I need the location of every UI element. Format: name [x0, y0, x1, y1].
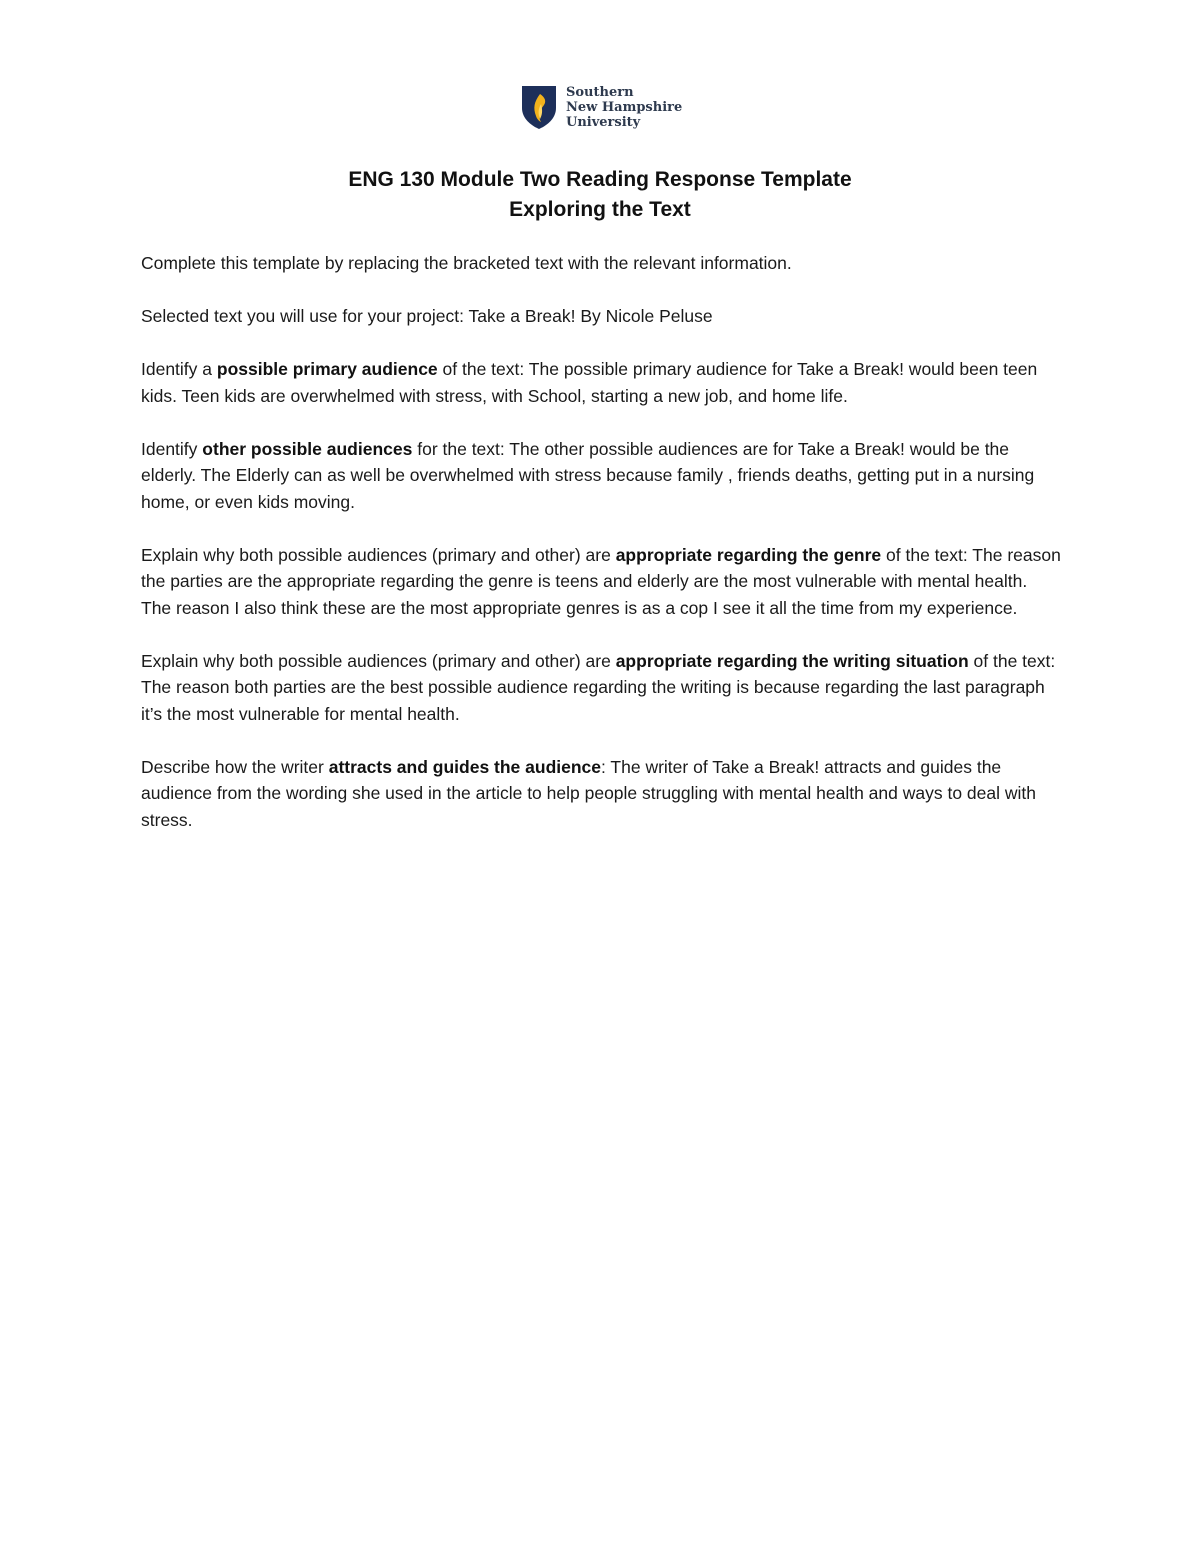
- writing-situation-paragraph: [141, 648, 1061, 728]
- selected-text-label: Selected text you will use for your project:: [141, 306, 464, 326]
- instructions-text: Complete this template by replacing the bracketed text with the relevant information.: [141, 253, 792, 273]
- title-line-2: Exploring the Text: [509, 198, 691, 221]
- other-audiences-answer: The other possible audiences are for Take a Break! would be the elderly. The Elderly can as well be overwhelmed with stress because family , friends deaths, getting put in a nursing home, or even kids moving.: [141, 438, 1035, 512]
- title-line-1: ENG 130 Module Two Reading Response Template: [348, 168, 852, 191]
- logo-wordmark: [566, 85, 682, 130]
- attracts-answer: The writer of Take a Break! attracts and guides the audience from the wording she used in the article to help people struggling with mental health and ways to deal with stress.: [141, 756, 1036, 830]
- writing-situation-suffix: of the text:: [968, 650, 1056, 671]
- primary-audience-paragraph: [141, 356, 1061, 409]
- genre-suffix: of the text:: [881, 544, 968, 565]
- instructions-paragraph: [141, 250, 1061, 277]
- attracts-paragraph: [141, 754, 1061, 834]
- attracts-prefix: Describe how the writer: [141, 756, 329, 777]
- shield-flame-icon: [520, 84, 558, 130]
- genre-prefix: Explain why both possible audiences (primary and other) are: [141, 544, 616, 565]
- writing-situation-answer: The reason both parties are the best possible audience regarding the writing is because regarding the last paragraph it’s the most vulnerable for mental health.: [141, 677, 1045, 724]
- selected-text-paragraph: [141, 303, 1061, 330]
- logo-line-1: Southern: [566, 84, 634, 100]
- other-audiences-keyword: other possible audiences: [202, 438, 413, 459]
- university-logo: [520, 84, 682, 130]
- primary-audience-suffix: of the text:: [437, 359, 525, 379]
- genre-answer: The reason the parties are the appropriate regarding the genre is teens and elderly are the most vulnerable with mental health. The reason I also think these are the most appropriate genres is as a cop I see it all the time from my experience.: [141, 544, 1061, 618]
- primary-audience-keyword: possible primary audience: [216, 359, 438, 379]
- selected-text-value: Take a Break! By Nicole Peluse: [463, 306, 713, 326]
- other-audiences-prefix: Identify: [141, 438, 203, 459]
- document-body: [141, 250, 1061, 860]
- writing-situation-keyword: appropriate regarding the writing situation: [615, 650, 969, 671]
- other-audiences-paragraph: [141, 436, 1061, 516]
- logo-line-3: University: [566, 114, 641, 130]
- writing-situation-prefix: Explain why both possible audiences (primary and other) are: [141, 650, 616, 671]
- document-title: [140, 165, 1060, 225]
- primary-audience-prefix: Identify a: [141, 359, 217, 379]
- attracts-keyword: attracts and guides the audience: [328, 756, 602, 777]
- other-audiences-suffix: for the text:: [412, 438, 505, 459]
- attracts-suffix: :: [601, 756, 606, 777]
- logo-line-2: New Hampshire: [566, 99, 683, 115]
- genre-keyword: appropriate regarding the genre: [615, 544, 882, 565]
- genre-paragraph: [141, 542, 1061, 622]
- primary-audience-answer: The possible primary audience for Take a Break! would been teen kids. Teen kids are overwhelmed with stress, with School, starting a new job, and home life.: [141, 359, 1038, 406]
